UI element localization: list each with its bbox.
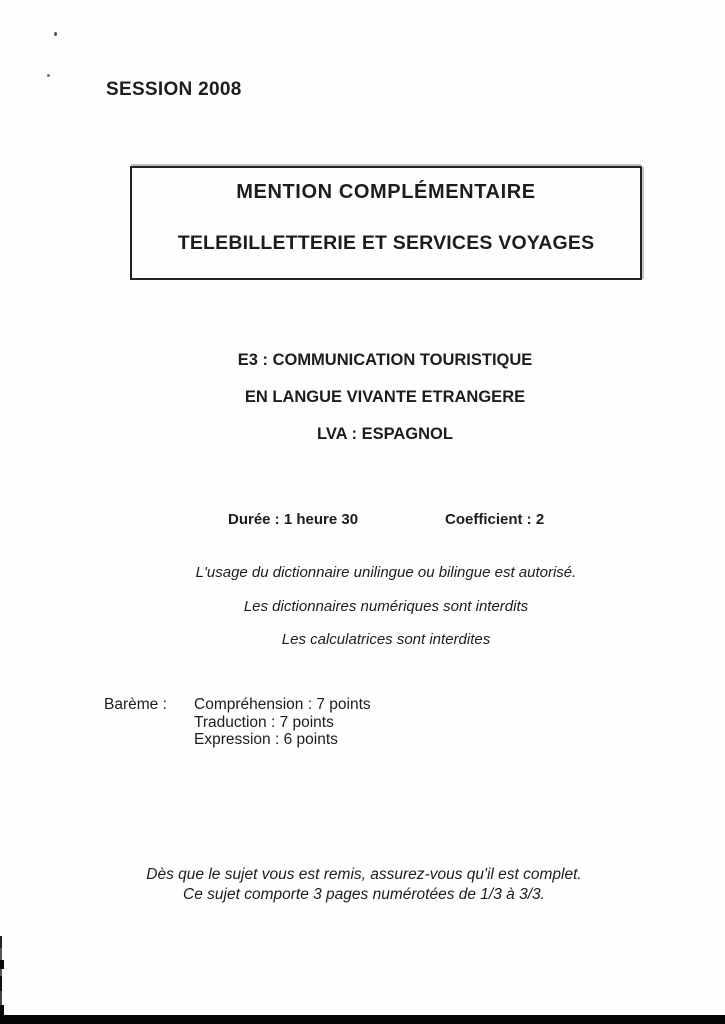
rule-line-numeriques: Les dictionnaires numériques sont interdits (243, 597, 529, 615)
subject-line-lva: LVA : ESPAGNOL (317, 425, 453, 443)
subject-line-epreuve: E3 : COMMUNICATION TOURISTIQUE (237, 351, 533, 369)
bareme-label: Barème : (104, 696, 167, 713)
rule-line-dictionnaire: L'usage du dictionnaire unilingue ou bilingue est autorisé. (195, 564, 577, 581)
exam-title-box (130, 166, 642, 280)
title-line-telebilletterie: TELEBILLETTERIE ET SERVICES VOYAGES (177, 232, 595, 254)
rule-line-calculatrices: Les calculatrices sont interdites (281, 631, 491, 648)
bareme-item-traduction: Traduction : 7 points (194, 713, 334, 731)
footer-line-pages: Ce sujet comporte 3 pages numérotées de 1/3 à 3/3. (183, 886, 545, 903)
subject-block (0, 342, 725, 453)
title-line-mention: MENTION COMPLÉMENTAIRE (236, 181, 536, 203)
scan-left-edge-artifact (0, 1005, 4, 1015)
scan-left-edge-artifact (0, 960, 4, 969)
scan-speck-artifact (54, 32, 57, 36)
scan-bottom-edge-bar (0, 1015, 725, 1024)
footer-notice (0, 865, 725, 905)
rules-block (0, 556, 725, 657)
bareme-block (104, 696, 371, 749)
scan-speck-artifact (47, 74, 50, 77)
session-header: SESSION 2008 (106, 79, 242, 100)
duration-label: Durée : 1 heure 30 (228, 511, 359, 528)
coefficient-label: Coefficient : 2 (445, 511, 545, 528)
bareme-item-comprehension: Compréhension : 7 points (194, 696, 371, 713)
subject-line-langue: EN LANGUE VIVANTE ETRANGERE (244, 388, 526, 406)
bareme-items (194, 696, 371, 749)
bareme-item-expression: Expression : 6 points (194, 731, 338, 748)
footer-line-complet: Dès que le sujet vous est remis, assurez-vous qu'il est complet. (146, 866, 582, 883)
